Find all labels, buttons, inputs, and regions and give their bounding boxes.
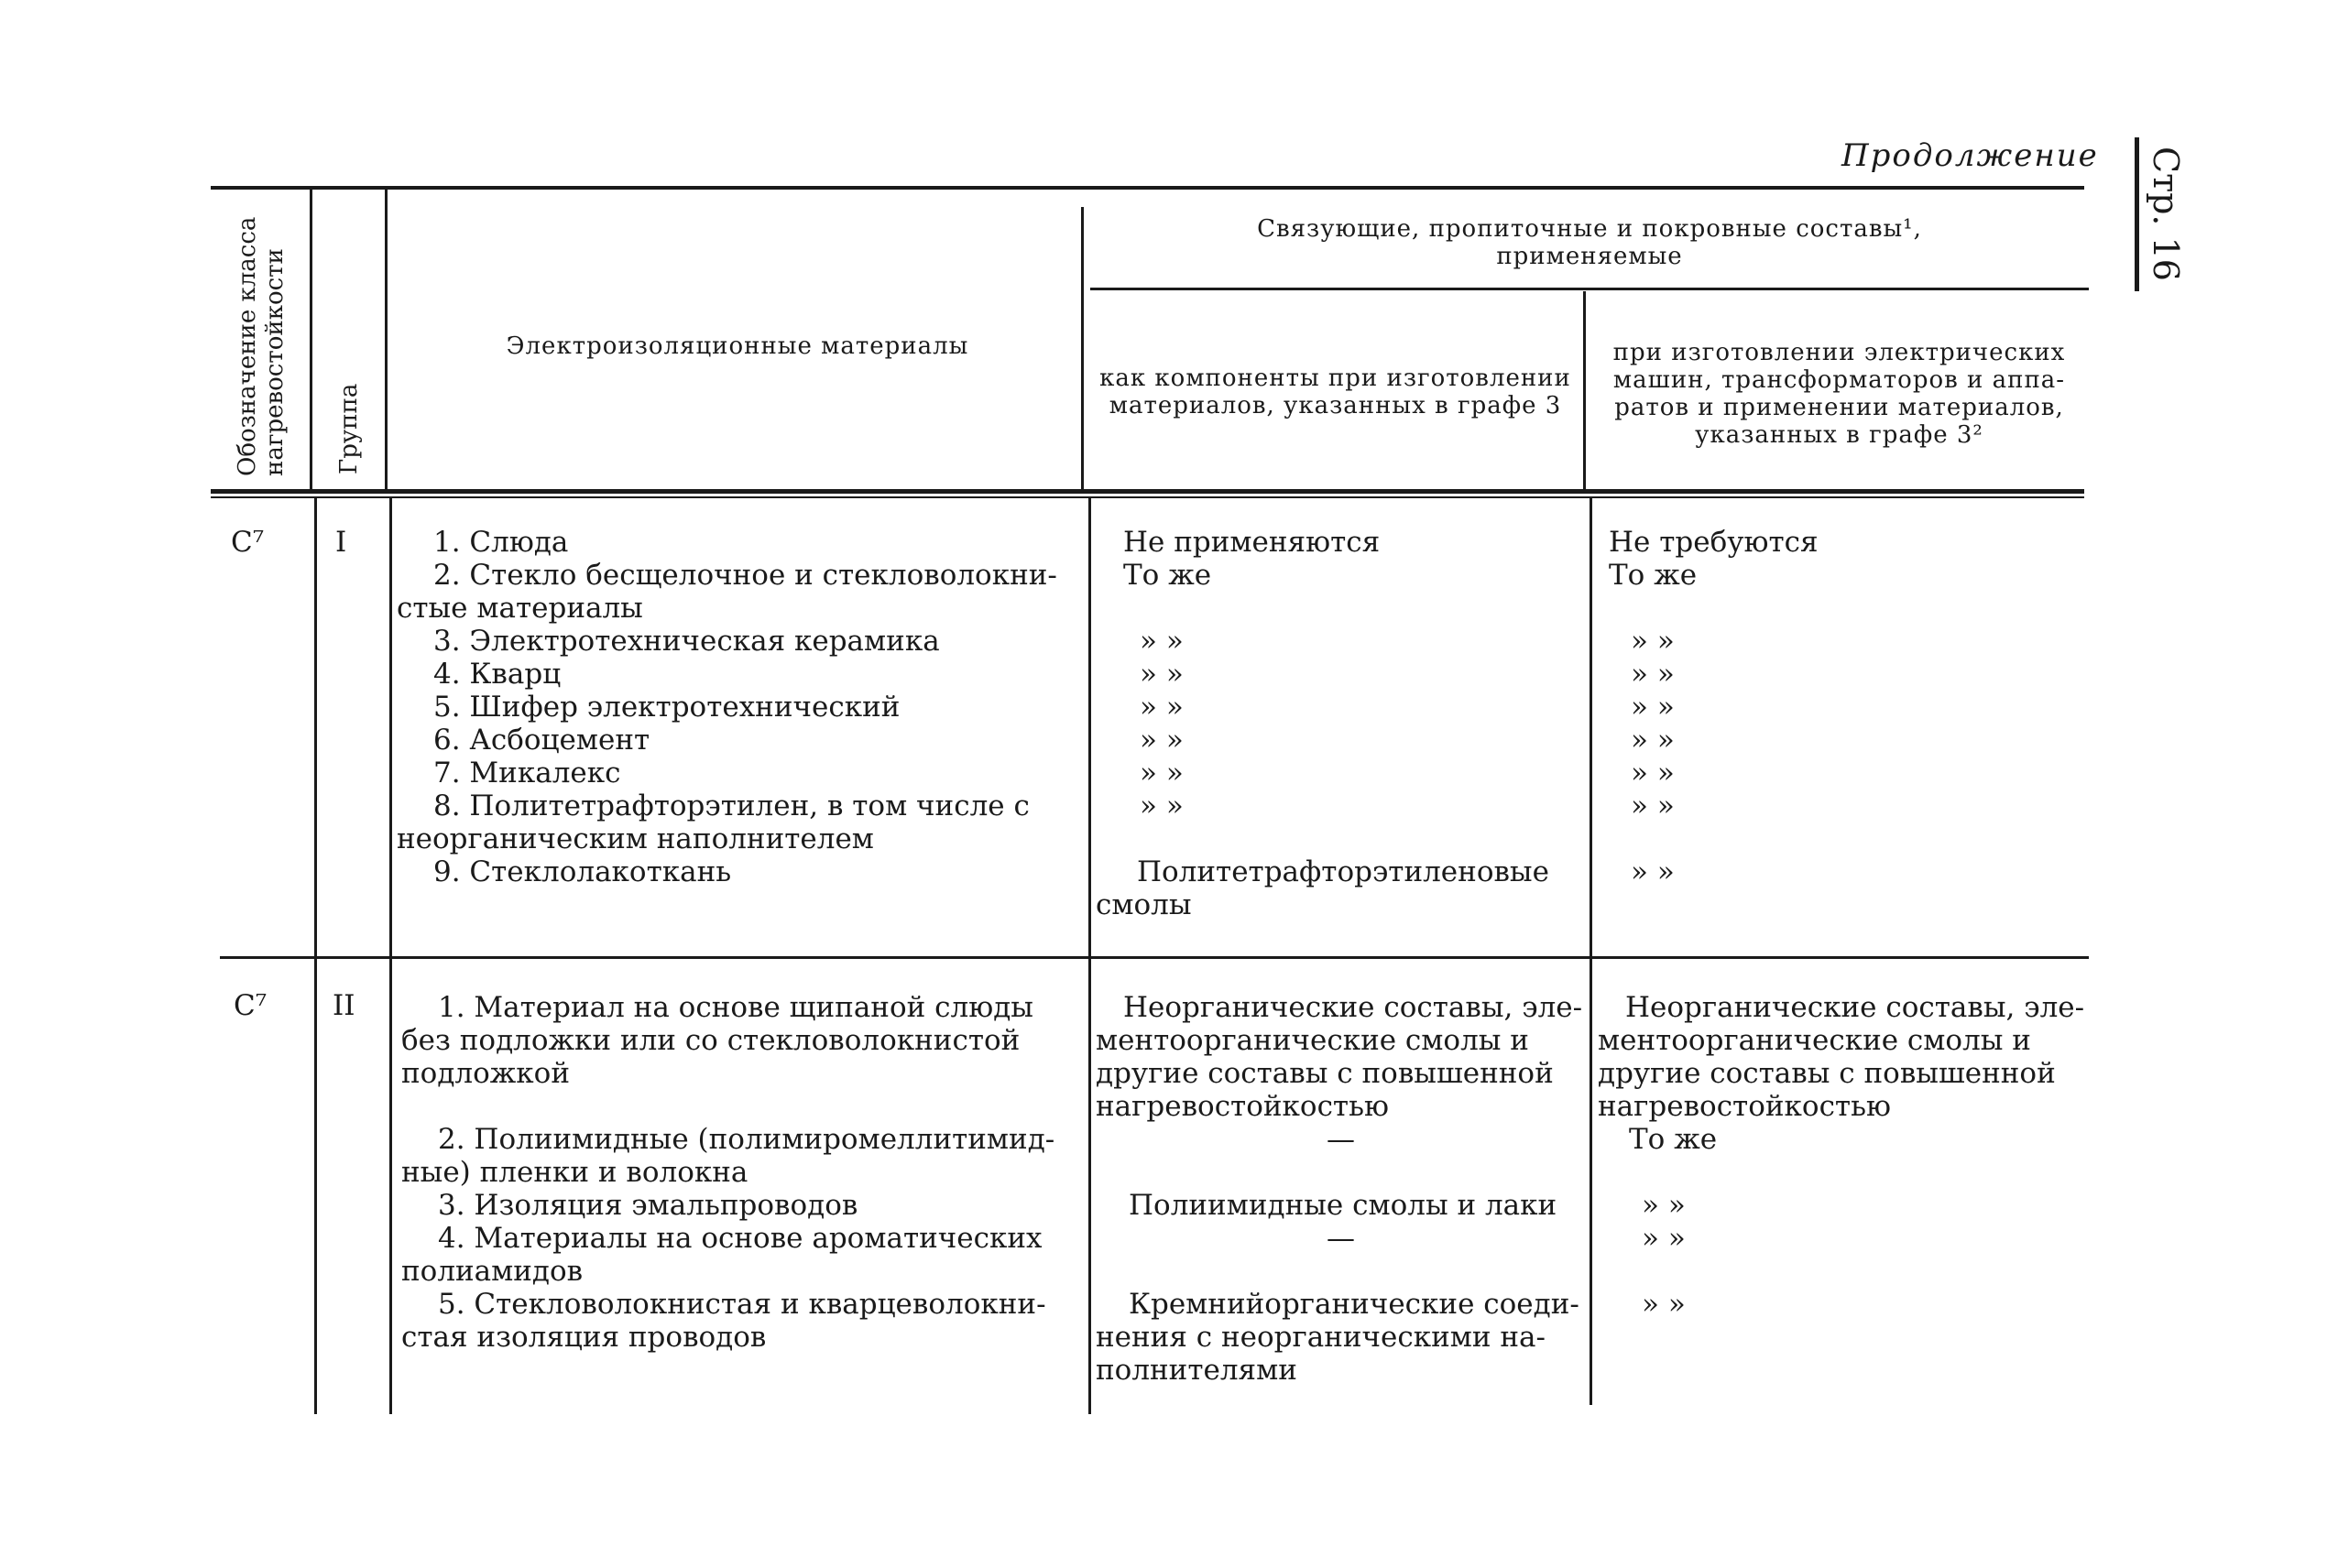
section-divider-rule: [220, 956, 2089, 959]
page-number-rule: [2135, 137, 2139, 291]
section1-components: [1096, 526, 1581, 921]
spacer: [1598, 1156, 2092, 1189]
list-item: 8. Политетрафторэтилен, в том числе с: [433, 789, 1030, 822]
header-in-manufacture-line1: при изготовлении электрических: [1612, 339, 2066, 366]
list-item: смолы: [1096, 888, 1192, 921]
section1-materials: [397, 526, 1079, 888]
list-item: 3. Изоляция эмальпроводов: [438, 1189, 858, 1222]
list-item: ментоорганические смолы и: [1096, 1024, 1529, 1057]
list-item: 1. Слюда: [433, 526, 569, 559]
list-item: полиамидов: [401, 1255, 584, 1288]
header-bottom-rule-2: [211, 496, 2084, 498]
col-rule-3b: [1088, 498, 1091, 1414]
list-item: 7. Микалекс: [433, 757, 621, 789]
list-item: Неорганические составы, эле-: [1625, 991, 2085, 1024]
list-item: стые материалы: [397, 592, 643, 625]
header-compounds-line2: применяемые: [1496, 243, 1683, 270]
list-item: нагревостойкостью: [1096, 1090, 1389, 1123]
list-item: » »: [1140, 625, 1184, 658]
page-number-text: Стр. 16: [2146, 147, 2186, 281]
list-item: без подложки или со стекловолокнистой: [401, 1024, 1021, 1057]
spacer: [1598, 1255, 2092, 1288]
compounds-subheader-rule: [1090, 288, 2089, 290]
header-class-full: [0, 0, 1, 1]
col-rule-2: [385, 190, 388, 492]
list-item: » »: [1631, 757, 1675, 789]
list-item: Кремнийорганические соеди-: [1129, 1288, 1579, 1321]
spacer: [1096, 822, 1581, 855]
list-item: » »: [1631, 658, 1675, 691]
list-item: » »: [1642, 1288, 1686, 1321]
list-item: Не требуются: [1609, 526, 1819, 559]
list-item: стая изоляция проводов: [401, 1321, 767, 1354]
dash-mark: —: [1327, 1123, 1355, 1156]
header-bottom-rule: [211, 489, 2084, 494]
list-item: » »: [1140, 724, 1184, 757]
list-item: 5. Стекловолокнистая и кварцеволокни-: [438, 1288, 1046, 1321]
list-item: » »: [1642, 1222, 1686, 1255]
list-item: То же: [1609, 559, 1698, 592]
list-item: 3. Электротехническая керамика: [433, 625, 940, 658]
list-item: » »: [1140, 757, 1184, 789]
list-item: » »: [1642, 1189, 1686, 1222]
list-item: » »: [1140, 658, 1184, 691]
col-rule-1b: [314, 498, 317, 1414]
col-rule-2b: [389, 498, 392, 1414]
list-item: другие составы с повышенной: [1096, 1057, 1554, 1090]
dash-mark: —: [1327, 1222, 1355, 1255]
spacer: [401, 1090, 1084, 1123]
list-item: ментоорганические смолы и: [1598, 1024, 2031, 1057]
list-item: 1. Материал на основе щипаной слюды: [438, 991, 1033, 1024]
col-rule-1: [310, 190, 312, 492]
spacer: [1096, 1156, 1586, 1189]
list-item: Политетрафторэтиленовые: [1137, 855, 1549, 888]
section2-group: II: [333, 989, 355, 1022]
section2-manufacture: [1598, 991, 2092, 1321]
section1-manufacture: [1598, 526, 2083, 888]
list-item: 5. Шифер электротехнический: [433, 691, 901, 724]
list-item: 9. Стеклолакоткань: [433, 855, 732, 888]
table-top-rule: [211, 186, 2084, 190]
list-item: подложкой: [401, 1057, 570, 1090]
list-item: » »: [1631, 724, 1675, 757]
continuation-label: Продолжение: [1841, 137, 2099, 174]
header-compounds: [1090, 215, 2089, 270]
section1-class: C⁷: [231, 526, 265, 559]
list-item: полнителями: [1096, 1354, 1297, 1387]
list-item: Не применяются: [1123, 526, 1381, 559]
header-in-manufacture: [1590, 339, 2089, 449]
list-item: 4. Кварц: [433, 658, 562, 691]
header-compounds-line1: Связующие, пропиточные и покровные составы¹,: [1257, 215, 1922, 243]
list-item: Полиимидные смолы и лаки: [1129, 1189, 1557, 1222]
page-number: [2107, 128, 2208, 311]
section2-class: C⁷: [234, 989, 268, 1022]
header-in-manufacture-line2: машин, трансформаторов и аппа-: [1612, 366, 2066, 394]
list-item: 6. Асбоцемент: [433, 724, 650, 757]
header-materials: Электроизоляционные материалы: [506, 332, 969, 360]
section2-materials: [401, 991, 1084, 1354]
section2-components: [1096, 991, 1586, 1387]
spacer: [1598, 822, 2083, 855]
header-in-manufacture-line4: указанных в графе 3²: [1695, 421, 1983, 449]
list-item: нагревостойкостью: [1598, 1090, 1891, 1123]
spacer: [1096, 592, 1581, 625]
list-item: нения с неорганическими на-: [1096, 1321, 1546, 1354]
list-item: 2. Полиимидные (полимиромеллитимид-: [438, 1123, 1055, 1156]
header-group: Группа: [335, 383, 363, 474]
list-item: » »: [1631, 691, 1675, 724]
list-item: » »: [1140, 789, 1184, 822]
header-as-components-line2: материалов, указанных в графе 3: [1109, 392, 1562, 419]
header-as-components-line1: как компоненты при изготовлении: [1099, 365, 1571, 392]
header-class: [234, 217, 289, 476]
col-rule-3: [1081, 207, 1084, 492]
list-item: » »: [1140, 691, 1184, 724]
list-item: 2. Стекло бесщелочное и стекловолокни-: [433, 559, 1057, 592]
list-item: ные) пленки и волокна: [401, 1156, 748, 1189]
list-item: » »: [1631, 789, 1675, 822]
header-class-line2: нагревостойкости: [261, 248, 289, 476]
header-as-components: [1086, 365, 1585, 419]
spacer: [1598, 592, 2083, 625]
list-item: другие составы с повышенной: [1598, 1057, 2056, 1090]
list-item: » »: [1631, 855, 1675, 888]
list-item: То же: [1629, 1123, 1718, 1156]
list-item: Неорганические составы, эле-: [1123, 991, 1583, 1024]
col-rule-4b: [1590, 498, 1592, 1405]
list-item: » »: [1631, 625, 1675, 658]
list-item: 4. Материалы на основе ароматических: [438, 1222, 1043, 1255]
header-in-manufacture-line3: ратов и применении материалов,: [1614, 394, 2064, 421]
header-class-line1: Обозначение класса: [234, 216, 261, 476]
spacer: [1096, 1255, 1586, 1288]
list-item: То же: [1123, 559, 1212, 592]
section1-group: I: [335, 526, 347, 559]
list-item: неорганическим наполнителем: [397, 822, 874, 855]
